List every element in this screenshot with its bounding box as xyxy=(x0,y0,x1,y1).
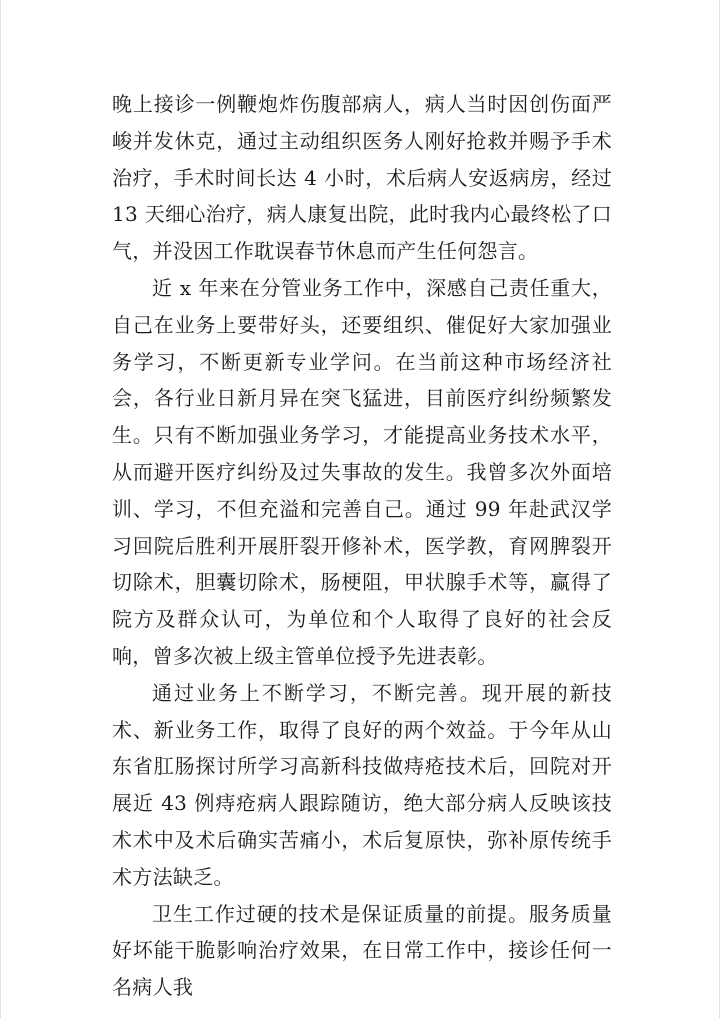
paragraph-3: 通过业务上不断学习，不断完善。现开展的新技术、新业务工作，取得了良好的两个效益。于今年从山东省肛肠探讨所学习高新科技做痔疮技术后，回院对开展近 43 例痔疮病人跟踪随访，绝大部分病人反映该技术术中及术后确实苦痛小，术后复原快，弥补原传统手术方法缺乏。 xyxy=(112,680,612,889)
document-body xyxy=(112,86,612,1006)
paragraph-2: 近 x 年来在分管业务工作中，深感自己责任重大，自己在业务上要带好头，还要组织、催促好大家加强业务学习，不断更新专业学问。在当前这种市场经济社会，各行业日新月异在突飞猛进，目前医疗纠纷频繁发生。只有不断加强业务学习，才能提高业务技术水平，从而避开医疗纠纷及过失事故的发生。我曾多次外面培训、学习，不但充溢和完善自己。通过 99 年赴武汉学习回院后胜利开展肝裂开修补术，医学教，育网脾裂开切除术，胆囊切除术，肠梗阻，甲状腺手术等，赢得了院方及群众认可，为单位和个人取得了良好的社会反响，曾多次被上级主管单位授予先进表彰。 xyxy=(112,275,612,668)
page-border-left xyxy=(0,0,1,1018)
paragraph-1: 晚上接诊一例鞭炮炸伤腹部病人，病人当时因创伤面严峻并发休克，通过主动组织医务人刚好抢救并赐予手术治疗，手术时间长达 4 小时，术后病人安返病房，经过 13 天细心治疗，病人康复出院，此时我内心最终松了口气，并没因工作耽误春节休息而产生任何怨言。 xyxy=(112,92,612,264)
paragraph-4: 卫生工作过硬的技术是保证质量的前提。服务质量好坏能干脆影响治疗效果，在日常工作中，接诊任何一名病人我 xyxy=(112,901,612,1000)
